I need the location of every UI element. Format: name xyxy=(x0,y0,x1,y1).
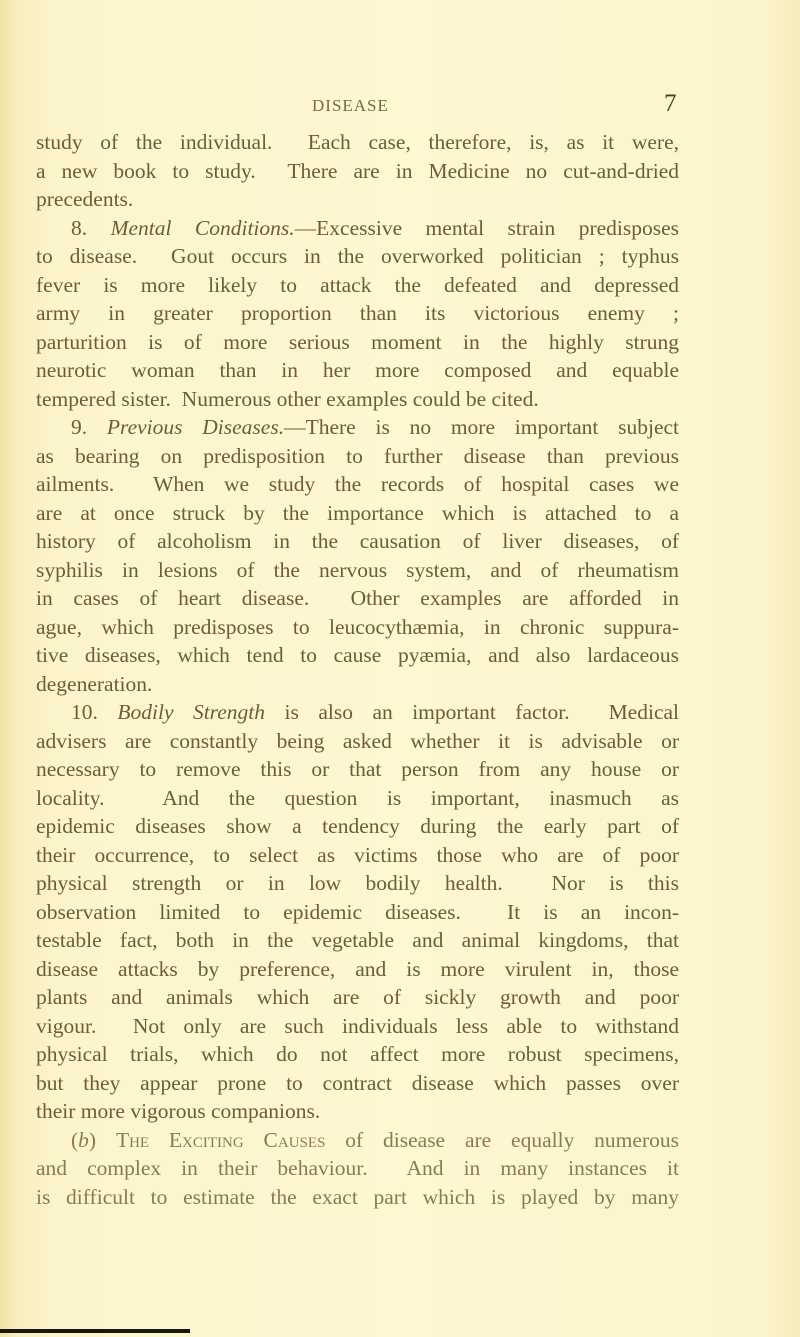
text-span: ( xyxy=(71,1127,79,1152)
text-span: degeneration. xyxy=(36,671,153,696)
text-span: 8. xyxy=(71,215,111,240)
text-span: of disease are equally numerous xyxy=(325,1127,679,1152)
text-span: ailments. When we study the records of hospital cases we xyxy=(36,472,679,496)
text-span: 9. xyxy=(71,415,107,439)
text-span: fever is more likely to attack the defeated and depressed xyxy=(36,272,679,297)
text-span: is also an important factor. Medical xyxy=(265,700,680,724)
text-line xyxy=(36,442,679,471)
text-span: necessary to remove this or that person from any house or xyxy=(36,757,679,781)
text-span: parturition is of more serious moment in the highly strung xyxy=(36,329,679,354)
paragraph-start-line xyxy=(36,413,679,442)
text-span: precedents. xyxy=(36,187,134,211)
scan-edge-divider xyxy=(0,1329,190,1333)
text-line xyxy=(36,898,679,927)
text-line xyxy=(36,955,679,984)
text-span: locality. And the question is important, inasmuch as xyxy=(36,785,679,810)
text-line xyxy=(36,584,679,613)
text-line xyxy=(36,983,679,1012)
text-line xyxy=(36,185,679,214)
text-line xyxy=(36,641,679,670)
text-line xyxy=(36,556,679,585)
italic-heading: b xyxy=(78,1127,89,1152)
text-line xyxy=(36,271,679,300)
text-line xyxy=(36,784,679,813)
text-line xyxy=(36,1183,679,1212)
italic-heading: Bodily Strength xyxy=(117,700,266,724)
text-span: tive diseases, which tend to cause pyæmia, and also lardaceous xyxy=(36,643,679,667)
text-line xyxy=(36,841,679,870)
text-line xyxy=(36,812,679,841)
text-line xyxy=(36,670,679,699)
text-line xyxy=(36,385,679,414)
text-line xyxy=(36,242,679,271)
text-span: syphilis in lesions of the nervous system, and of rheumatism xyxy=(36,557,679,582)
text-line xyxy=(36,328,679,357)
body-text xyxy=(36,128,679,1211)
text-span: but they appear prone to contract disease which passes over xyxy=(36,1070,679,1095)
text-span: vigour. Not only are such individuals less able to withstand xyxy=(36,1013,679,1038)
text-span: ague, which predisposes to leucocythæmia, in chronic suppura- xyxy=(36,614,679,639)
text-line xyxy=(36,1097,679,1126)
text-span: to disease. Gout occurs in the overworked politician ; typhus xyxy=(36,244,679,268)
text-line xyxy=(36,727,679,756)
italic-heading: Mental Conditions. xyxy=(110,215,295,240)
text-span: history of alcoholism in the causation of liver diseases, of xyxy=(36,529,679,553)
text-line xyxy=(36,128,679,157)
text-line xyxy=(36,1040,679,1069)
paragraph-start-line xyxy=(36,698,679,727)
text-line xyxy=(36,157,679,186)
text-span: a new book to study. There are in Medicine no cut-and-dried xyxy=(36,158,679,183)
text-span: in cases of heart disease. Other examples are afforded in xyxy=(36,586,679,610)
text-span: observation limited to epidemic diseases. It is an incon- xyxy=(36,899,679,924)
text-span: advisers are constantly being asked whether it is advisable or xyxy=(36,728,679,753)
text-span: is difficult to estimate the exact part which is played by many xyxy=(36,1184,679,1209)
text-line xyxy=(36,1154,679,1183)
text-line xyxy=(36,926,679,955)
paragraph-start-line xyxy=(36,1126,679,1155)
text-span: army in greater proportion than its victorious enemy ; xyxy=(36,301,679,325)
text-line xyxy=(36,527,679,556)
text-span: as bearing on predisposition to further disease than previous xyxy=(36,443,679,468)
text-span: testable fact, both in the vegetable and animal kingdoms, that xyxy=(36,928,679,952)
text-line xyxy=(36,299,679,328)
paragraph-start-line xyxy=(36,214,679,243)
text-span: and complex in their behaviour. And in many instances it xyxy=(36,1156,679,1180)
italic-heading: Previous Diseases. xyxy=(106,415,285,439)
text-span: ) xyxy=(88,1127,116,1152)
text-span: tempered sister. Numerous other examples could be cited. xyxy=(36,386,539,411)
text-span: their occurrence, to select as victims those who are of poor xyxy=(36,842,679,867)
text-span: —There is no more important subject xyxy=(284,415,680,439)
text-span: plants and animals which are of sickly growth and poor xyxy=(36,985,679,1009)
text-span: disease attacks by preference, and is more virulent in, those xyxy=(36,956,679,981)
text-line xyxy=(36,499,679,528)
small-caps-heading: The Exciting Causes xyxy=(115,1127,326,1152)
running-head: DISEASE xyxy=(312,96,389,115)
text-line xyxy=(36,613,679,642)
text-span: —Excessive mental strain predisposes xyxy=(294,215,680,240)
text-line xyxy=(36,356,679,385)
page-header xyxy=(0,90,800,126)
text-span: study of the individual. Each case, therefore, is, as it were, xyxy=(36,130,679,154)
text-span: their more vigorous companions. xyxy=(36,1099,321,1123)
text-line xyxy=(36,470,679,499)
text-span: physical trials, which do not affect more robust specimens, xyxy=(36,1042,679,1066)
text-span: physical strength or in low bodily health. Nor is this xyxy=(36,871,679,895)
text-line xyxy=(36,755,679,784)
page-number: 7 xyxy=(664,90,677,117)
text-span: are at once struck by the importance which is attached to a xyxy=(36,500,679,525)
text-line xyxy=(36,869,679,898)
text-span: 10. xyxy=(71,700,118,724)
text-span: neurotic woman than in her more composed and equable xyxy=(36,358,679,382)
text-span: epidemic diseases show a tendency during the early part of xyxy=(36,814,679,838)
text-line xyxy=(36,1069,679,1098)
text-line xyxy=(36,1012,679,1041)
